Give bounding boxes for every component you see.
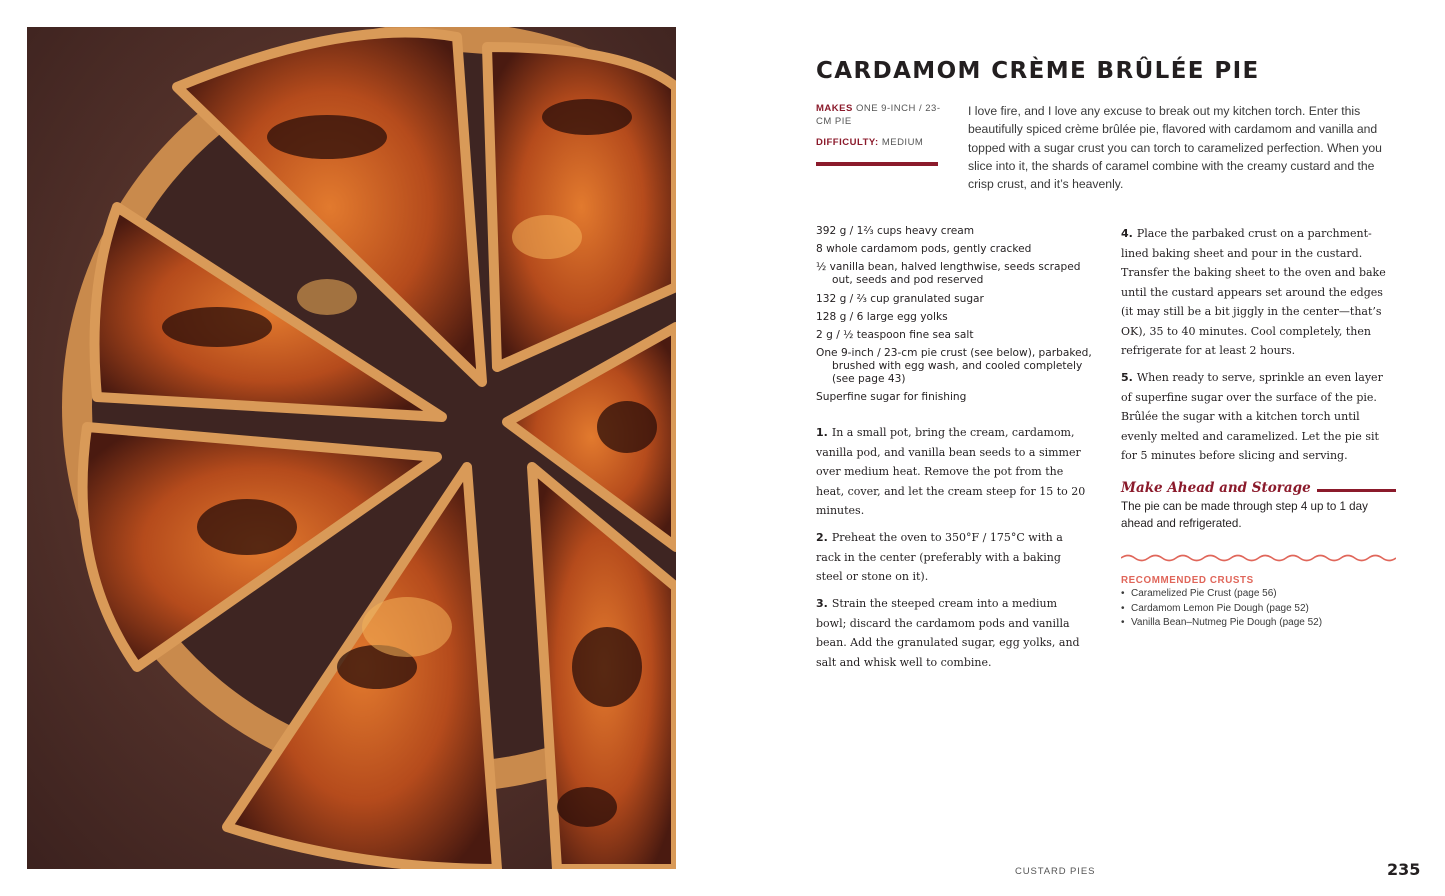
method-step — [816, 594, 1088, 672]
pie-photo-art — [27, 27, 676, 869]
step-text: In a small pot, bring the cream, cardamom, vanilla pod, and vanilla bean seeds to a simmer over medium heat. Remove the pot from the heat, cover, and let the cream steep for 15 to 20 minutes. — [816, 426, 1086, 517]
make-ahead-title: Make Ahead and Storage — [1121, 480, 1311, 496]
step-number: 4. — [1121, 227, 1133, 240]
makes-line — [816, 102, 941, 128]
step-number: 5. — [1121, 371, 1133, 384]
recommended-crusts-list — [1121, 587, 1396, 631]
difficulty-value: MEDIUM — [881, 137, 924, 148]
recipe-intro: I love fire, and I love any excuse to break out my kitchen torch. Enter this beautifully spiced crème brûlée pie, flavored with cardamom and vanilla and topped with a sugar crust you can torch to caramelized perfection. When you slice into it, the shards of caramel combine with the creamy custard and the crisp crust, and it’s heavenly. — [968, 104, 1382, 192]
meta-divider — [816, 162, 938, 166]
method-step — [816, 423, 1088, 521]
crust-item: • Cardamom Lemon Pie Dough (page 52) — [1121, 602, 1396, 617]
step-number: 1. — [816, 426, 828, 439]
crust-item: • Caramelized Pie Crust (page 56) — [1121, 587, 1396, 602]
ingredient-item: 132 g / ⅔ cup granulated sugar — [816, 292, 984, 305]
wavy-divider — [1121, 553, 1396, 563]
page-number: 235 — [1387, 860, 1421, 879]
make-ahead-header — [1121, 480, 1396, 496]
make-ahead-box — [1121, 480, 1396, 532]
difficulty-line — [816, 136, 941, 149]
method-steps-left — [816, 423, 1088, 680]
step-text: Strain the steeped cream into a medium bowl; discard the cardamom pods and vanilla bean. Add the granulated sugar, egg yolks, and salt and whisk well to combine. — [816, 597, 1080, 669]
method-steps-right — [1121, 224, 1395, 473]
crust-item: • Vanilla Bean–Nutmeg Pie Dough (page 52) — [1121, 616, 1396, 631]
ingredient-item: 128 g / 6 large egg yolks — [816, 310, 948, 323]
make-ahead-rule — [1317, 489, 1396, 492]
makes-value: ONE 9-INCH / 23-CM PIE — [816, 103, 941, 127]
ingredient-item: ½ vanilla bean, halved lengthwise, seeds scraped out, seeds and pod reserved — [816, 261, 1081, 287]
section-label: CUSTARD PIES — [1015, 866, 1096, 877]
ingredient-list — [816, 225, 1096, 410]
ingredient-item: 392 g / 1⅔ cups heavy cream — [816, 225, 975, 237]
makes-label: MAKES — [816, 103, 853, 114]
recommended-crusts-title: RECOMMENDED CRUSTS — [1121, 575, 1254, 586]
step-number: 3. — [816, 597, 828, 610]
make-ahead-text: The pie can be made through step 4 up to 1 day ahead and refrigerated. — [1121, 500, 1368, 530]
step-text: When ready to serve, sprinkle an even layer of superfine sugar over the surface of the pie. Brûlée the sugar with a kitchen torch until evenly melted and caramelized. Let the pie sit for 5 minutes before slicing and serving. — [1121, 371, 1383, 462]
step-text: Place the parbaked crust on a parchment-lined baking sheet and pour in the custard. Transfer the baking sheet to the oven and bake until the custard appears set around the edges (it may still be a bit jiggly in the center—that’s OK), 35 to 40 minutes. Cool completely, then refrigerate for at least 2 hours. — [1121, 227, 1386, 357]
ingredient-item: Superfine sugar for finishing — [816, 391, 967, 404]
recommended-crusts — [1121, 575, 1396, 631]
pie-photo — [27, 27, 676, 869]
ingredient-item: 2 g / ½ teaspoon fine sea salt — [816, 328, 974, 341]
step-number: 2. — [816, 531, 828, 544]
ingredient-item: 8 whole cardamom pods, gently cracked — [816, 243, 1032, 256]
step-text: Preheat the oven to 350°F / 175°C with a rack in the center (preferably with a baking steel or stone on it). — [816, 531, 1063, 583]
recipe-title: CARDAMOM CRÈME BRÛLÉE PIE — [816, 58, 1260, 84]
difficulty-label: DIFFICULTY: — [816, 137, 879, 148]
method-step — [816, 528, 1088, 587]
method-step — [1121, 368, 1395, 466]
ingredient-item: One 9-inch / 23-cm pie crust (see below), parbaked, brushed with egg wash, and cooled completely (see page 43) — [816, 347, 1092, 386]
method-step — [1121, 224, 1395, 361]
recipe-meta — [816, 102, 941, 149]
